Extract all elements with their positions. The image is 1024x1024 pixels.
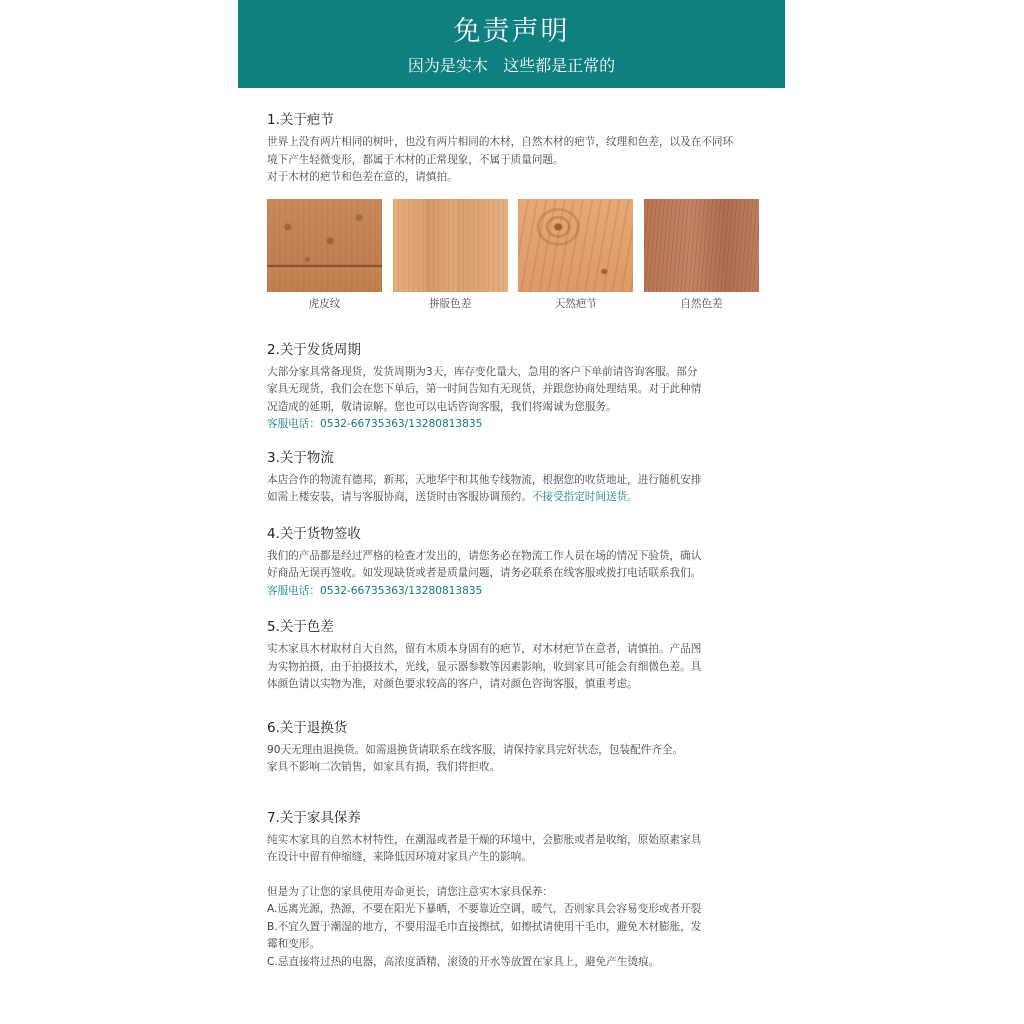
paragraph-line: 本店合作的物流有德邦，新邦，天地华宇和其他专线物流，根据您的收货地址，进行随机安排 — [267, 473, 702, 486]
image-caption: 拼版色差 — [428, 297, 472, 310]
customer-service-phone: 客服电话：0532-66735363/13280813835 — [267, 584, 483, 597]
wood-sample — [644, 199, 759, 312]
section-title: 2.关于发货周期 — [267, 341, 361, 358]
care-tip: A.远离光源，热源，不要在阳光下暴晒，不要靠近空调，暖气，否则家具会容易变形或者开裂 — [267, 903, 702, 915]
paragraph-line: 大部分家具常备现货，发货周期为3天，库存变化量大，急用的客户下单前请咨询客服。部分 — [267, 365, 698, 378]
section-maintenance — [267, 808, 759, 972]
section-title: 3.关于物流 — [267, 449, 334, 466]
no-scheduled-delivery-note: 不接受指定时间送货。 — [531, 491, 638, 503]
section-title: 1.关于疤节 — [267, 112, 334, 128]
page-subtitle: 因为是实木 这些都是正常的 — [407, 56, 616, 75]
section-knots — [267, 110, 759, 312]
wood-sample-gallery — [267, 199, 759, 312]
section-color-difference — [267, 617, 759, 694]
paragraph-line: 在设计中留有伸缩缝，来降低因环境对家具产生的影响。 — [267, 851, 532, 863]
care-tip: 霉和变形。 — [267, 938, 320, 950]
section-title: 7.关于家具保养 — [267, 809, 361, 826]
paragraph-line: 90天无理由退换货。如需退换货请联系在线客服，请保持家具完好状态，包装配件齐全。 — [267, 743, 684, 756]
tiger-grain-image — [267, 199, 382, 292]
paragraph-line: 况造成的延期，敬请谅解。您也可以电话咨询客服，我们将竭诚为您服务。 — [267, 400, 617, 413]
wood-sample — [518, 199, 633, 312]
page-title: 免责声明 — [453, 16, 570, 47]
natural-color-difference-image — [644, 199, 759, 292]
paragraph-line: 对于木材的疤节和色差在意的，请慎拍。 — [267, 171, 458, 183]
disclaimer-page — [238, 0, 785, 1024]
image-caption: 天然疤节 — [554, 297, 597, 310]
wood-sample — [393, 199, 508, 312]
image-caption: 自然色差 — [680, 297, 723, 310]
section-logistics — [267, 448, 759, 507]
header-banner — [238, 0, 785, 88]
paragraph-text: 如需上楼安装，请与客服协商，送货时由客服协调预约。 — [267, 491, 532, 503]
paragraph-line: 家具无现货，我们会在您下单后，第一时间告知有无现货，并跟您协商处理结果。对于此种情 — [267, 383, 702, 395]
paragraph-line: 为实物拍摄，由于拍摄技术，光线，显示器参数等因素影响，收到家具可能会有细微色差。具 — [267, 660, 702, 673]
paragraph-line: 好商品无误再签收。如发现缺货或者是质量问题，请务必联系在线客服或拨打电话联系我们。 — [267, 567, 702, 579]
paragraph-line: 实木家具木材取材自大自然，留有木质本身固有的疤节，对木材疤节在意者，请慎拍。产品图 — [267, 643, 702, 655]
paragraph-line: 境下产生轻微变形，都属于木材的正常现象，不属于质量问题。 — [267, 153, 564, 166]
section-title: 4.关于货物签收 — [267, 525, 361, 542]
section-returns — [267, 718, 759, 777]
panel-color-difference-image — [393, 199, 508, 292]
paragraph-line — [267, 489, 759, 507]
section-title: 6.关于退换货 — [267, 719, 348, 736]
section-goods-receipt — [267, 524, 759, 601]
paragraph-line: 体颜色请以实物为准，对颜色要求较高的客户，请对颜色咨询客服，慎重考虑。 — [267, 678, 638, 690]
paragraph-line: 我们的产品都是经过严格的检查才发出的，请您务必在物流工作人员在场的情况下验货，确认 — [267, 549, 702, 562]
paragraph-line: 家具不影响二次销售，如家具有损，我们将拒收。 — [267, 761, 501, 773]
section-shipping-period — [267, 340, 759, 434]
customer-service-phone: 客服电话：0532-66735363/13280813835 — [267, 418, 483, 430]
care-tip: C.忌直接将过热的电器，高浓度酒精，滚烫的开水等放置在家具上，避免产生烫痕。 — [267, 955, 660, 968]
section-title: 5.关于色差 — [267, 619, 334, 635]
care-tip: B.不宜久置于潮湿的地方，不要用湿毛巾直接擦拭，如擦拭请使用干毛巾，避免木材膨胀，发 — [267, 920, 702, 933]
image-caption: 虎皮纹 — [308, 297, 341, 310]
content — [267, 110, 759, 971]
paragraph-line: 纯实木家具的自然木材特性，在潮湿或者是干燥的环境中，会膨胀或者是收缩，原始原素家具 — [267, 833, 702, 846]
paragraph-line: 世界上没有两片相同的树叶，也没有两片相同的木材，自然木材的疤节，纹理和色差，以及在不同环 — [267, 136, 734, 148]
wood-sample — [267, 199, 382, 312]
natural-knot-image — [518, 199, 633, 292]
paragraph-line: 但是为了让您的家具使用寿命更长，请您注意实木家具保养： — [267, 885, 554, 898]
